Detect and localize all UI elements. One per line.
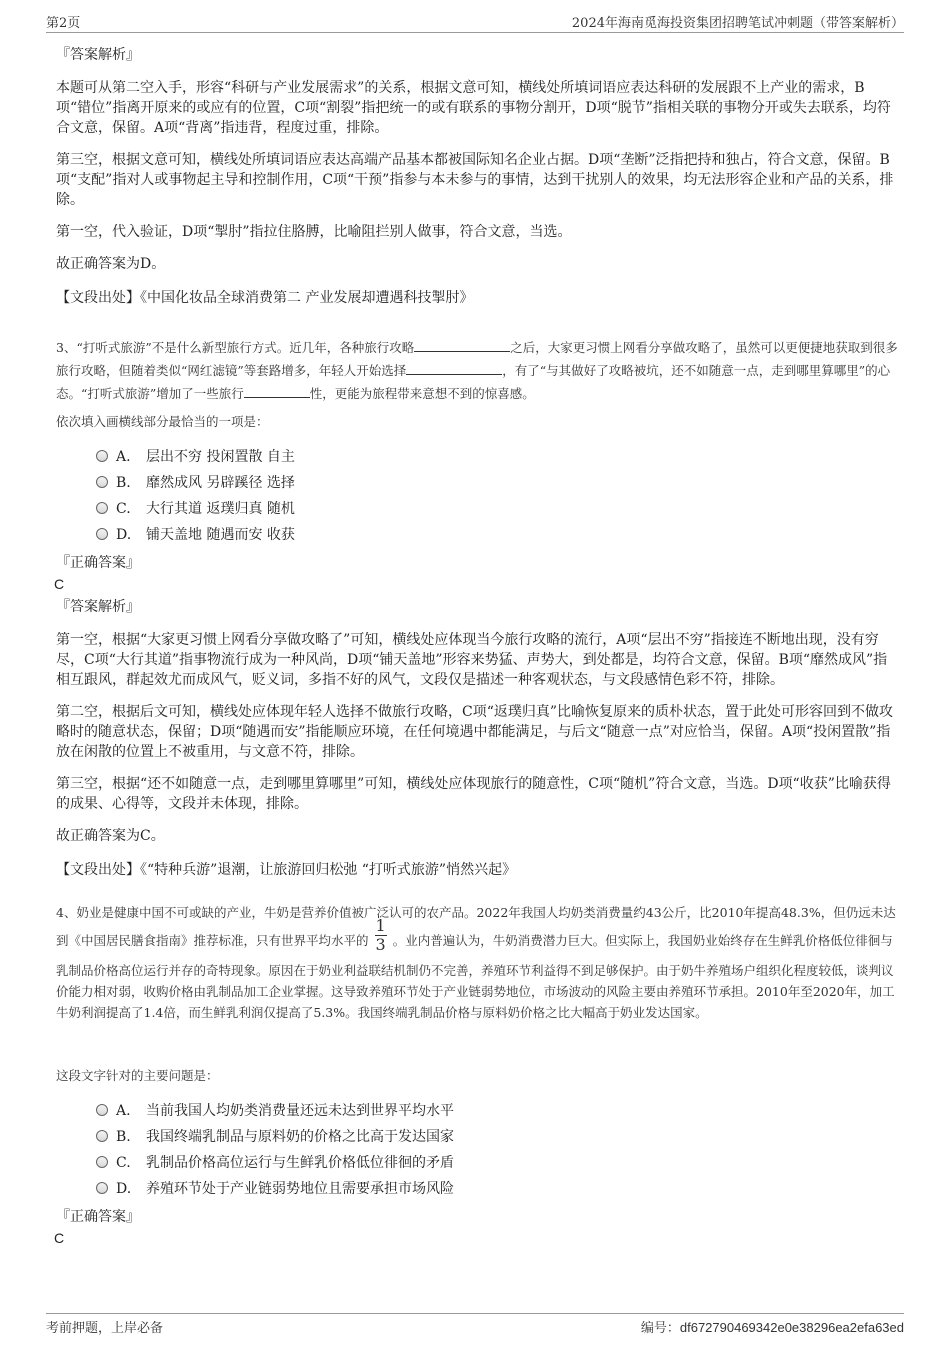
- analysis-paragraph: 第二空，根据后文可知，横线处应体现年轻人选择不做旅行攻略，C项“返璞归真”比喻恢复原来的质朴状态，置于此处可形容回到不做攻略时的随意状态，保留；D项“随遇而安”指能顺应环境，在任何境遇中都能满足，与后文“随意一点”对应恰当，保留。A项“投闲置散”指放在闲散的位置上不被重用，与文意不符，排除。: [56, 704, 894, 760]
- analysis-paragraph: 第三空，根据“还不如随意一点，走到哪里算哪里”可知，横线处应体现旅行的随意性，C项“随机”符合文意，当选。D项“收获”比喻获得的成果、心得等，文段并未体现，排除。: [56, 776, 891, 812]
- page-footer: [46, 1313, 904, 1338]
- document-title: 2024年海南觅海投资集团招聘笔试冲刺题（带答案解析）: [571, 16, 904, 31]
- radio-icon[interactable]: [96, 1156, 108, 1168]
- question-prompt: 依次填入画横线部分最恰当的一项是：: [56, 414, 269, 429]
- correct-answer: C: [54, 1230, 65, 1246]
- option-d[interactable]: D. 铺天盖地 随遇而安 收获: [96, 522, 295, 548]
- radio-icon[interactable]: [96, 1104, 108, 1116]
- analysis-conclusion: 故正确答案为D。: [56, 256, 166, 272]
- q4-options: [96, 1098, 454, 1202]
- q3-options: [96, 444, 295, 548]
- correct-answer: C: [54, 576, 65, 592]
- option-c[interactable]: C. 乳制品价格高位运行与生鲜乳价格低位徘徊的矛盾: [96, 1150, 454, 1176]
- fill-blank-3: [244, 397, 310, 398]
- radio-icon[interactable]: [96, 1130, 108, 1142]
- page-header: [46, 10, 904, 33]
- question-stem: 4、奶业是健康中国不可或缺的产业，牛奶是营养价值被广泛认可的农产品。2022年我国人均奶类消费量约43公斤，比2010年提高48.3%，但仍远未达到《中国居民膳食指南》推荐标准，只有世界平均水平的 $\frac{1}{3}$ 。业内普遍认为，牛奶消费潜力巨大。但实际上，我国奶业始终存在生鲜乳价格低位徘徊与乳制品价格高位运行并存的奇特现象。原因在于奶业利益联结机制仍不完善，养殖环节利益得不到足够保护。由于奶牛养殖场户组织化程度较低，谈判议价能力相对弱，收购价格由乳制品加工企业掌握。这导致养殖环节处于产业链弱势地位，市场波动的风险主要由养殖环节承担。2010年至2020年，加工牛奶利润提高了1.4倍，而生鲜乳利润仅提高了5.3%。我国终端乳制品价格与原料奶价格之比大幅高于奶业发达国家。: [56, 905, 896, 1020]
- question-4: [56, 902, 904, 1023]
- analysis-conclusion: 故正确答案为C。: [56, 828, 165, 844]
- q4-answer: [56, 1206, 898, 1248]
- footer-slogan: 考前押题，上岸必备: [46, 1321, 164, 1336]
- option-b[interactable]: B. 靡然成风 另辟蹊径 选择: [96, 470, 295, 496]
- option-d[interactable]: D. 养殖环节处于产业链弱势地位且需要承担市场风险: [96, 1176, 454, 1202]
- option-a[interactable]: A. 层出不穷 投闲置散 自主: [96, 444, 295, 470]
- q3-answer: [56, 552, 898, 880]
- q2-analysis: [56, 44, 898, 308]
- analysis-paragraph: 第一空，根据“大家更习惯上网看分享做攻略了”可知，横线处应体现当今旅行攻略的流行，A项“层出不穷”指接连不断地出现，没有穷尽，C项“大行其道”指事物流行成为一种风尚，D项“铺天盖地”形容来势猛、声势大，到处都是，均符合文意，保留。B项“靡然成风”指相互跟风，群起效尤而成风气，贬义词，多指不好的风气，文段仅是描述一种客观状态，与文段感情色彩不符，排除。: [56, 632, 888, 688]
- fill-blank-2: [406, 374, 502, 375]
- analysis-paragraph: 第三空，根据文意可知，横线处所填词语应表达高端产品基本都被国际知名企业占据。D项“垄断”泛指把持和独占，符合文意，保留。B项“支配”指对人或事物起主导和控制作用，C项“干预”指参与本未参与的事情，达到干扰别人的效果，均无法形容企业和产品的关系，排除。: [56, 152, 894, 208]
- radio-icon[interactable]: [96, 476, 108, 488]
- analysis-label: 『答案解析』: [56, 47, 140, 63]
- radio-icon[interactable]: [96, 528, 108, 540]
- analysis-paragraph: 第一空，代入验证，D项“掣肘”指拉住胳膊，比喻阻拦别人做事，符合文意，当选。: [56, 224, 572, 240]
- correct-answer-label: 『正确答案』: [56, 555, 140, 571]
- radio-icon[interactable]: [96, 450, 108, 462]
- analysis-label: 『答案解析』: [56, 599, 140, 615]
- radio-icon[interactable]: [96, 1182, 108, 1194]
- question-3: [56, 336, 904, 405]
- text-source: 【文段出处】《“特种兵游”退潮，让旅游回归松弛 “打听式旅游”悄然兴起》: [56, 862, 517, 878]
- option-a[interactable]: A. 当前我国人均奶类消费量还远未达到世界平均水平: [96, 1098, 454, 1124]
- document-code: 编号：df672790469342e0e38296ea2efa63ed: [640, 1320, 904, 1336]
- option-b[interactable]: B. 我国终端乳制品与原料奶的价格之比高于发达国家: [96, 1124, 454, 1150]
- option-c[interactable]: C. 大行其道 返璞归真 随机: [96, 496, 295, 522]
- correct-answer-label: 『正确答案』: [56, 1209, 140, 1225]
- question-prompt: 这段文字针对的主要问题是：: [56, 1068, 219, 1083]
- question-stem: 3、“打听式旅游”不是什么新型旅行方式。近几年，各种旅行攻略 之后，大家更习惯上网看分享做攻略了，虽然可以更便捷地获取到很多旅行攻略，但随着类似“网红滤镜”等套路增多，年轻人开始选择 ，有了“与其做好了攻略被坑，还不如随意一点，走到哪里算哪里”的心态。“打听式旅游”增加了一些旅行 性，更能为旅程带来意想不到的惊喜感。: [56, 340, 898, 401]
- analysis-paragraph: 本题可从第二空入手，形容“科研与产业发展需求”的关系，根据文意可知，横线处所填词语应表达科研的发展跟不上产业的需求，B项“错位”指离开原来的或应有的位置，C项“割裂”指把统一的或有联系的事物分割开，D项“脱节”指相关联的事物分开或失去联系，均符合文意，保留。A项“背离”指违背，程度过重，排除。: [56, 80, 891, 136]
- radio-icon[interactable]: [96, 502, 108, 514]
- fraction: $\frac{1}{3}$: [375, 916, 386, 954]
- text-source: 【文段出处】《中国化妆品全球消费第二 产业发展却遭遇科技掣肘》: [56, 290, 474, 306]
- fill-blank-1: [414, 351, 510, 352]
- page-number: 第2页: [46, 16, 81, 31]
